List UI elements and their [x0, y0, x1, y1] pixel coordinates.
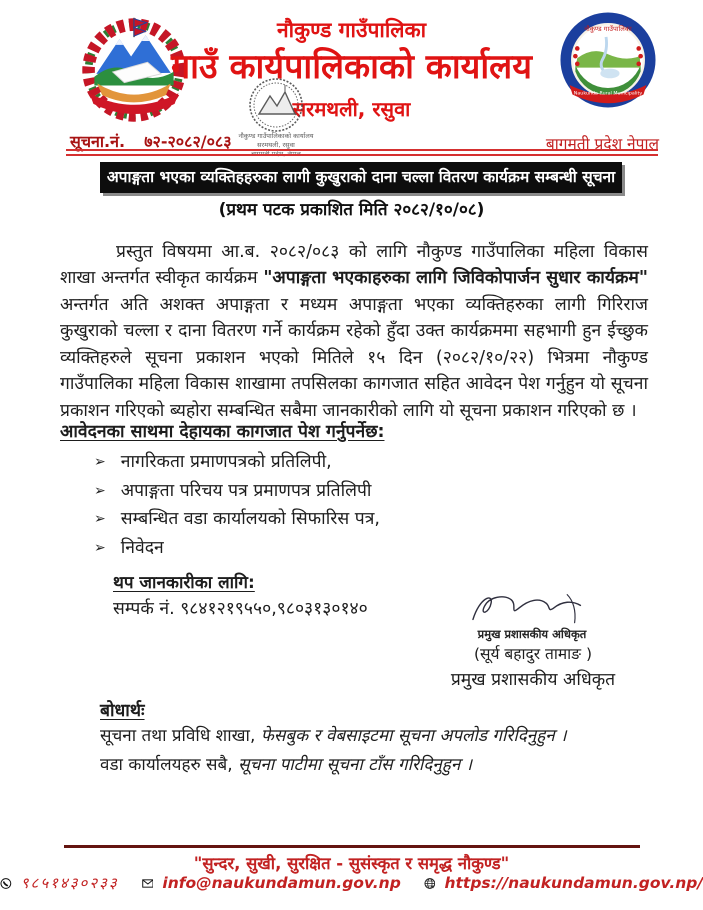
municipality-name: नौकुण्ड गाउँपालिका — [276, 18, 427, 42]
header-divider — [66, 149, 658, 156]
stamp-line-3: बागमती प्रदेश, नेपाल — [251, 150, 301, 158]
list-item-label: अपाङ्गता परिचय पत्र प्रमाणपत्र प्रतिलिपी — [120, 480, 372, 501]
signatory-designation: प्रमुख प्रशासकीय अधिकृत — [450, 670, 616, 690]
phone-icon — [0, 874, 12, 893]
list-item — [94, 480, 380, 502]
cc-heading: बोधार्थः — [100, 701, 145, 721]
required-documents-list — [94, 451, 380, 565]
arrow-bullet-icon: ➢ — [94, 511, 106, 527]
seal-band-text: Naukunda Rural Municipality — [573, 91, 643, 97]
stamp-line-1: नौकुण्ड गाउँपालिकाको कार्यालय — [238, 132, 314, 140]
checklist-heading: आवेदनका साथमा देहायका कागजात पेश गर्नुपर्नेछ: — [60, 422, 385, 442]
footer-divider — [64, 845, 640, 848]
notice-title-banner: अपाङ्गता भएका व्यक्तिहहरुका लागी कुखुराको दाना चल्ला वितरण कार्यक्रम सम्बन्धी सूचना — [100, 162, 622, 193]
signatory-name: (सूर्य बहादुर तामाङ ) — [473, 645, 592, 663]
stamp-line-2: सरमथली, रसुवा — [257, 141, 295, 149]
footer-email: info@naukundamun.gov.np — [162, 874, 401, 892]
footer-contact-row — [0, 873, 703, 893]
cc-line-2: वडा कार्यालयहरु सबै, सूचना पाटीमा सूचना टाँस गरिदिनुहुन । — [100, 755, 473, 775]
notice-number-label: सूचना.नं. — [70, 132, 126, 151]
footer-website: https://naukundamun.gov.np/ — [444, 874, 703, 892]
footer-phone-number: ९८५१४३०२३३ — [20, 874, 119, 892]
notice-body-paragraph: प्रस्तुत विषयमा आ.ब. २०८२/०८३ को लागि नौकुण्ड गाउँपालिका महिला विकास शाखा अन्तर्गत स्वीकृत कार्यक्रम "अपाङ्गता भएकाहरुका लागि जिविकोपार्जन सुधार कार्यक्रम" अन्तर्गत अति अशक्त अपाङ्गता र मध्यम अपाङ्गता भएका व्यक्तिहरुका लागी गिरिराज कुखुराको चल्ला र दाना वितरण गर्ने कार्यक्रम रहेको हुँदा उक्त कार्यक्रममा सहभागी हुन ईच्छुक व्यक्तिहरुले सूचना प्रकाशन भएको मितिले १५ दिन (२०८२/१०/२२) भित्रमा नौकुण्ड गाउँपालिका महिला विकास शाखामा तपसिलका कागजात सहित आवेदन पेश गर्नुहुन यो सूचना प्रकाशन गरिएको ब्यहोरा सम्बन्धित सबैमा जानकारीको लागि यो सूचना प्रकाशन गरिएको छ । — [60, 241, 649, 421]
office-round-stamp — [226, 76, 326, 174]
list-item-label: निवेदन — [120, 537, 164, 558]
office-title: गाउँ कार्यपालिकाको कार्यालय — [171, 47, 532, 87]
list-item-label: सम्बन्धित वडा कार्यालयको सिफारिस पत्र, — [120, 509, 380, 529]
municipality-motto: "सुन्दर, सुखी, सुरक्षित - सुसंस्कृत र समृद्ध नौकुण्ड" — [193, 854, 510, 873]
list-item — [94, 451, 380, 473]
envelope-icon — [142, 874, 154, 893]
province-label: बागमती प्रदेश नेपाल — [545, 135, 659, 153]
arrow-bullet-icon: ➢ — [94, 454, 106, 470]
cc-line-1: सूचना तथा प्रविधि शाखा, फेसबुक र वेबसाइटमा सूचना अपलोड गरिदिनुहुन । — [100, 726, 567, 746]
list-item-label: नागरिकता प्रमाणपत्रको प्रतिलिपी, — [120, 452, 332, 472]
list-item — [94, 508, 380, 530]
arrow-bullet-icon: ➢ — [94, 482, 106, 499]
notice-number-value: ७२-२०८२/०८३ — [144, 132, 232, 151]
signature-stamp-title: प्रमुख प्रशासकीय अधिकृत — [477, 627, 587, 641]
published-date-line: (प्रथम पटक प्रकाशित मिति २०८२/१०/०८) — [218, 200, 485, 220]
seal-top-text: नौकुण्ड गाउँपालिका — [584, 25, 632, 34]
globe-icon — [424, 874, 436, 893]
more-info-heading: थप जानकारीका लागि: — [113, 573, 255, 593]
office-address: सरमथली, रसुवा — [292, 97, 411, 121]
list-item — [94, 537, 380, 559]
contact-numbers: सम्पर्क नं. ९८४१२१९५५०,९८०३१३०१४० — [113, 599, 368, 619]
arrow-bullet-icon: ➢ — [94, 539, 106, 556]
